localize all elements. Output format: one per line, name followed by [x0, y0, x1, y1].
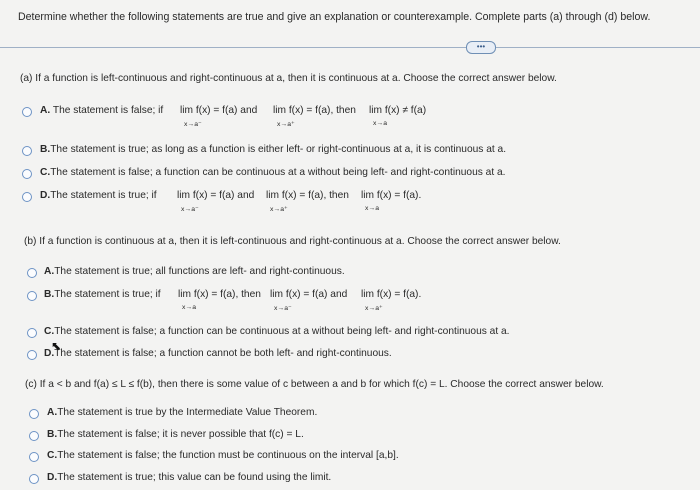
option-text: The statement is true by the Intermediate Value Theorem. — [57, 407, 318, 418]
option-letter: C. — [47, 450, 58, 461]
option-text: The statement is true; if — [54, 289, 161, 300]
option-letter: D. — [40, 190, 51, 201]
instructions-header: Determine whether the following statements are true and give an explanation or counterexample. Complete parts (a) through (d) below. — [18, 11, 651, 23]
limit-subscript: x→a⁻ — [274, 305, 292, 312]
limit-expression: lim f(x) = f(a) and x→a⁻ — [270, 289, 348, 312]
limit-subscript: x→a⁺ — [365, 305, 383, 312]
option-letter: B. — [44, 289, 55, 300]
limit-subscript: x→a⁺ — [277, 121, 295, 128]
option-text: The statement is true; as long as a function is either left- or right-continuous at a, it is continuous at a. — [50, 144, 507, 155]
part-a-option-c-radio[interactable] — [22, 169, 32, 179]
part-a-option-a[interactable] — [40, 105, 163, 116]
part-b-option-d[interactable] — [44, 348, 392, 359]
option-letter: A. — [47, 407, 58, 418]
part-b-option-b-radio[interactable] — [27, 291, 37, 301]
limit-subscript: x→a⁺ — [270, 206, 288, 213]
option-text: The statement is true; all functions are left- and right-continuous. — [54, 266, 345, 277]
part-b-option-a[interactable] — [44, 266, 345, 277]
part-a-option-d[interactable] — [40, 190, 157, 201]
part-b-question: (b) If a function is continuous at a, then it is left-continuous and right-continuous at a. Choose the correct answer below. — [24, 236, 561, 247]
limit-expression: lim f(x) = f(a). x→a — [361, 190, 422, 212]
part-c-option-c-radio[interactable] — [29, 452, 39, 462]
option-letter: D. — [44, 348, 55, 359]
limit-subscript: x→a — [365, 205, 379, 212]
option-letter: B. — [40, 144, 51, 155]
limit-expression: lim f(x) ≠ f(a) x→a — [369, 105, 427, 127]
limit-subscript: x→a⁻ — [184, 121, 202, 128]
limit-expression: lim f(x) = f(a) and x→a⁻ — [180, 105, 258, 128]
part-b-option-b[interactable] — [44, 289, 161, 300]
part-c-question: (c) If a < b and f(a) ≤ L ≤ f(b), then there is some value of c between a and b for which f(c) = L. Choose the correct answer below. — [25, 379, 604, 390]
part-c-option-a[interactable] — [47, 407, 317, 418]
option-text: The statement is false; a function cannot be both left- and right-continuous. — [54, 348, 392, 359]
part-c-option-d-radio[interactable] — [29, 474, 39, 484]
section-divider — [0, 47, 700, 48]
limit-expression: lim f(x) = f(a), then x→a — [178, 289, 261, 311]
option-letter: C. — [40, 167, 51, 178]
option-text: The statement is true; if — [50, 190, 157, 201]
option-letter: B. — [47, 429, 58, 440]
limit-expression: lim f(x) = f(a). x→a⁺ — [361, 289, 422, 312]
part-a-option-c[interactable] — [40, 167, 506, 178]
limit-expression: lim f(x) = f(a), then x→a⁺ — [273, 105, 356, 128]
part-b-option-a-radio[interactable] — [27, 268, 37, 278]
part-a-question: (a) If a function is left-continuous and right-continuous at a, then it is continuous at a. Choose the correct answer below. — [20, 73, 557, 84]
limit-subscript: x→a — [182, 304, 196, 311]
part-b-option-d-radio[interactable] — [27, 350, 37, 360]
option-text: The statement is false; it is never possible that f(c) = L. — [57, 429, 304, 440]
part-c-option-c[interactable] — [47, 450, 399, 461]
option-letter: C. — [44, 326, 55, 337]
limit-subscript: x→a — [373, 120, 387, 127]
option-letter: A. — [44, 266, 55, 277]
part-a-option-b[interactable] — [40, 144, 506, 155]
part-c-option-d[interactable] — [47, 472, 331, 483]
expand-more-button[interactable]: ••• — [466, 41, 496, 54]
mouse-cursor-icon: ⬉ — [51, 339, 62, 353]
part-a-option-b-radio[interactable] — [22, 146, 32, 156]
part-c-option-a-radio[interactable] — [29, 409, 39, 419]
part-c-option-b[interactable] — [47, 429, 304, 440]
option-text: The statement is true; this value can be found using the limit. — [57, 472, 332, 483]
limit-expression: lim f(x) = f(a) and x→a⁻ — [177, 190, 255, 213]
option-text: The statement is false; the function must be continuous on the interval [a,b]. — [57, 450, 399, 461]
limit-expression: lim f(x) = f(a), then x→a⁺ — [266, 190, 349, 213]
option-text: The statement is false; a function can be continuous at a without being left- and right-continuous at a. — [50, 167, 506, 178]
option-letter: A. — [40, 105, 51, 116]
part-a-option-a-radio[interactable] — [22, 107, 32, 117]
part-b-option-c-radio[interactable] — [27, 328, 37, 338]
option-text: The statement is false; a function can be continuous at a without being left- and right-continuous at a. — [54, 326, 510, 337]
limit-subscript: x→a⁻ — [181, 206, 199, 213]
part-c-option-b-radio[interactable] — [29, 431, 39, 441]
option-text: The statement is false; if — [52, 105, 164, 116]
part-b-option-c[interactable] — [44, 326, 510, 337]
option-letter: D. — [47, 472, 58, 483]
part-a-option-d-radio[interactable] — [22, 192, 32, 202]
